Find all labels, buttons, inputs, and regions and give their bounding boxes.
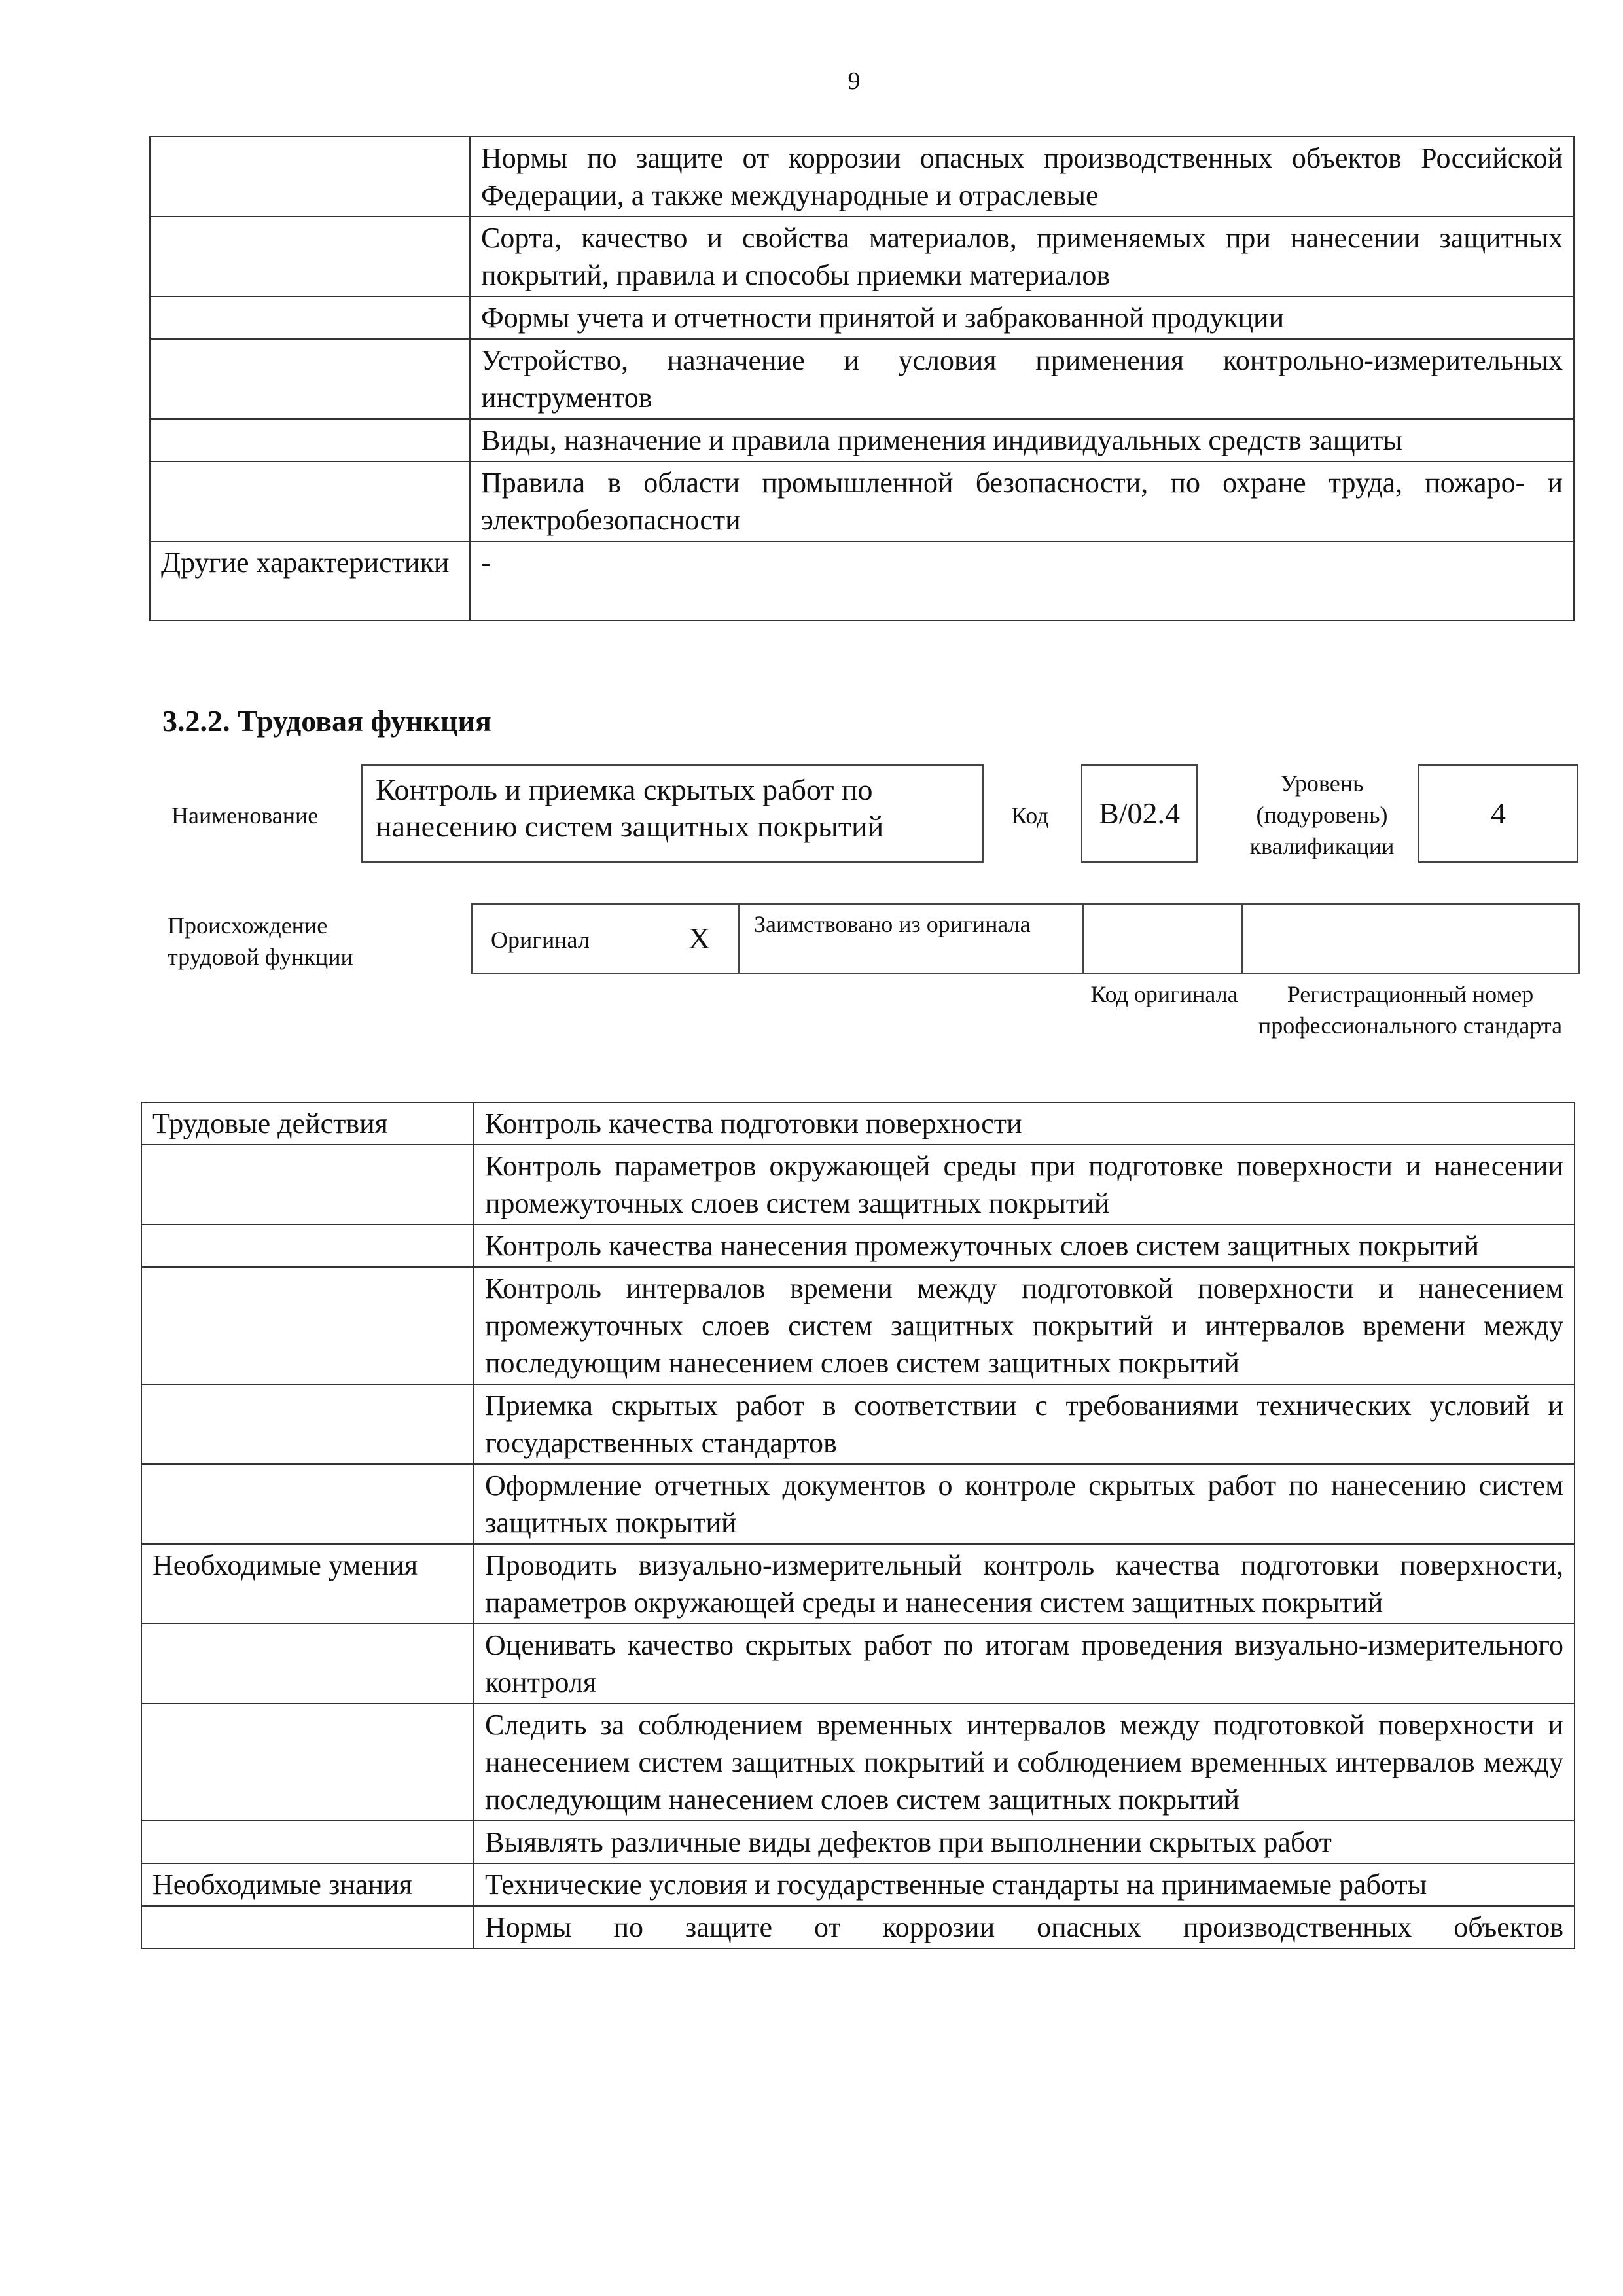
list-item: Контроль качества нанесения промежуточных слоев систем защитных покрытий (474, 1225, 1575, 1267)
name-label: Наименование (171, 802, 319, 829)
qualification-level: 4 (1491, 797, 1506, 830)
function-name: Контроль и приемка скрытых работ по нанесению систем защитных покрытий (376, 773, 884, 843)
registration-number-caption: Регистрационный номер профессионального стандарта (1258, 981, 1563, 1039)
other-characteristics-value: - (470, 541, 1574, 620)
row-text: Нормы по защите от коррозии опасных производственных объектов Российской Федерации, а также международные и отраслевые (470, 137, 1574, 217)
level-label: Уровень (подуровень) квалификации (1249, 770, 1395, 859)
table-row (150, 541, 1574, 620)
group-label-required-knowledge: Необходимые знания (141, 1863, 474, 1906)
borrowed-label: Заимствовано из оригинала (754, 911, 1031, 937)
table-row (150, 419, 1574, 461)
level-box (1418, 764, 1578, 863)
registration-number-cell (1241, 903, 1580, 974)
group-label-labor-actions: Трудовые действия (141, 1102, 474, 1145)
table-row (150, 339, 1574, 419)
group-label-spacer (141, 1267, 474, 1384)
table-row (141, 1267, 1575, 1384)
original-code-caption: Код оригинала (1090, 981, 1238, 1007)
list-item: Приемка скрытых работ в соответствии с требованиями технических условий и государственных стандартов (474, 1384, 1575, 1464)
group-label-spacer (141, 1225, 474, 1267)
group-label-spacer (141, 1145, 474, 1225)
table-row (150, 296, 1574, 339)
list-item: Проводить визуально-измерительный контроль качества подготовки поверхности, параметров окружающей среды и нанесения систем защитных покрытий (474, 1544, 1575, 1624)
group-label-spacer (141, 1624, 474, 1704)
table-row (141, 1544, 1575, 1624)
other-characteristics-label: Другие характеристики (150, 541, 470, 620)
list-item: Контроль параметров окружающей среды при подготовке поверхности и нанесении промежуточных слоев систем защитных покрытий (474, 1145, 1575, 1225)
table-row (141, 1225, 1575, 1267)
row-label (150, 461, 470, 541)
table-row (141, 1145, 1575, 1225)
row-text: Сорта, качество и свойства материалов, применяемых при нанесении защитных покрытий, правила и способы приемки материалов (470, 217, 1574, 296)
row-label (150, 339, 470, 419)
group-label-spacer (141, 1906, 474, 1948)
group-label-spacer (141, 1704, 474, 1821)
original-mark: X (688, 922, 711, 955)
table-row (141, 1821, 1575, 1863)
row-text: Формы учета и отчетности принятой и забракованной продукции (470, 296, 1574, 339)
origin-label: Происхождение трудовой функции (168, 912, 353, 970)
group-label-spacer (141, 1464, 474, 1544)
row-label (150, 296, 470, 339)
row-text: Устройство, назначение и условия применения контрольно-измерительных инструментов (470, 339, 1574, 419)
list-item: Контроль качества подготовки поверхности (474, 1102, 1575, 1145)
code-label: Код (1011, 802, 1049, 829)
list-item: Оформление отчетных документов о контроле скрытых работ по нанесению систем защитных покрытий (474, 1464, 1575, 1544)
row-label (150, 217, 470, 296)
table-row (150, 137, 1574, 217)
section-heading: 3.2.2. Трудовая функция (162, 704, 491, 738)
row-text: Правила в области промышленной безопасности, по охране труда, пожаро- и электробезопасности (470, 461, 1574, 541)
table-row (150, 461, 1574, 541)
list-item: Технические условия и государственные стандарты на принимаемые работы (474, 1863, 1575, 1906)
original-code-cell (1082, 903, 1243, 974)
table-row (150, 217, 1574, 296)
row-label (150, 137, 470, 217)
original-cell (471, 903, 740, 974)
function-code: B/02.4 (1099, 797, 1180, 830)
page-number: 9 (847, 67, 861, 95)
table-row (141, 1863, 1575, 1906)
knowledge-table-continued (149, 136, 1575, 621)
group-label-required-skills: Необходимые умения (141, 1544, 474, 1624)
table-row (141, 1102, 1575, 1145)
row-text: Виды, назначение и правила применения индивидуальных средств защиты (470, 419, 1574, 461)
table-row (141, 1464, 1575, 1544)
table-row (141, 1704, 1575, 1821)
table-row (141, 1384, 1575, 1464)
list-item: Контроль интервалов времени между подготовкой поверхности и нанесением промежуточных слоев систем защитных покрытий и интервалов времени между последующим нанесением слоев систем защитных покрытий (474, 1267, 1575, 1384)
list-item: Выявлять различные виды дефектов при выполнении скрытых работ (474, 1821, 1575, 1863)
borrowed-cell (738, 903, 1084, 974)
list-item: Оценивать качество скрытых работ по итогам проведения визуально-измерительного контроля (474, 1624, 1575, 1704)
list-item: Нормы по защите от коррозии опасных производственных объектов (474, 1906, 1575, 1948)
labor-function-table (141, 1102, 1575, 1949)
group-label-spacer (141, 1821, 474, 1863)
code-box (1081, 764, 1198, 863)
list-item: Следить за соблюдением временных интервалов между подготовкой поверхности и нанесением систем защитных покрытий и соблюдением временных интервалов между последующим нанесением слоев систем защитных покрытий (474, 1704, 1575, 1821)
table-row (141, 1906, 1575, 1948)
original-label: Оригинал (491, 927, 590, 953)
name-box (361, 764, 984, 863)
table-row (141, 1624, 1575, 1704)
row-label (150, 419, 470, 461)
group-label-spacer (141, 1384, 474, 1464)
